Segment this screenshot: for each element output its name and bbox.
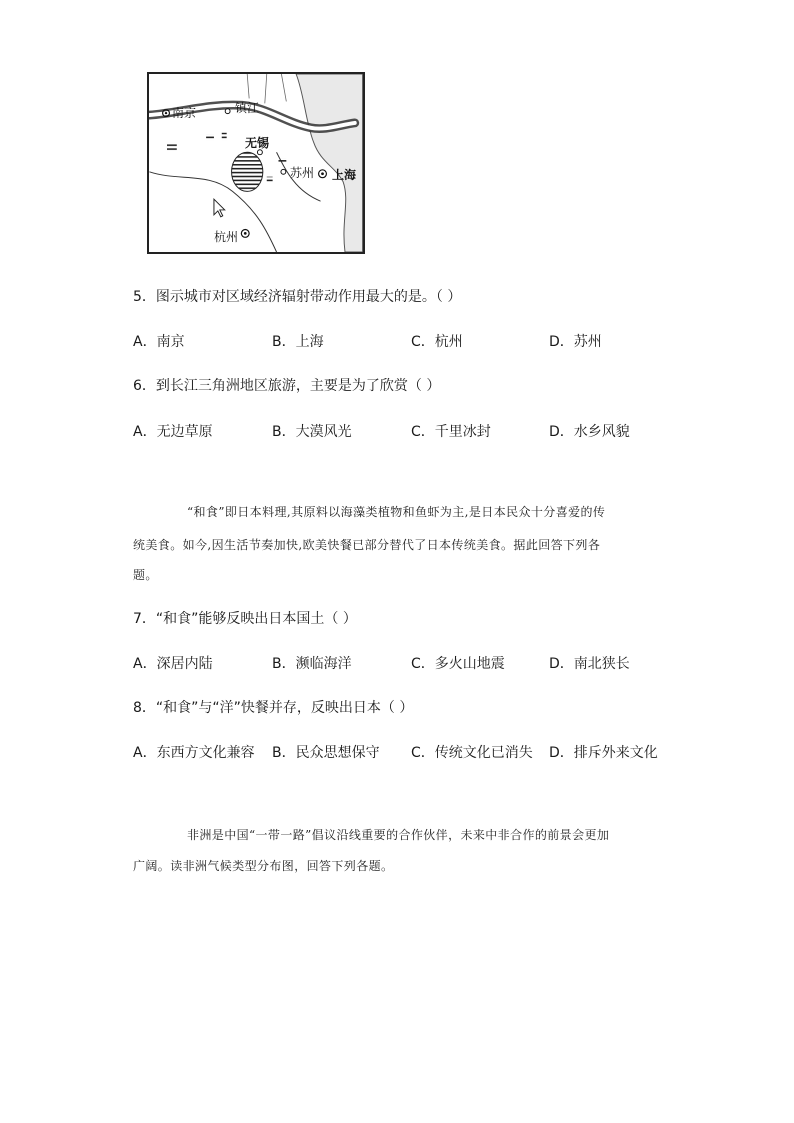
question-8-option-a[interactable]: A．东西方文化兼容 [133,745,255,761]
small-lake [206,135,214,141]
city-marker-wuxi [257,150,262,155]
question-5-option-b[interactable]: B．上海 [272,334,324,350]
question-7-stem: 7．“和食”能够反映出日本国土（ ） [133,611,357,627]
passage-line: 统美食。如今,因生活节奏加快,欧美快餐已部分替代了日本传统美食。据此回答下列各 [133,538,601,552]
city-marker-suzhou [281,169,286,174]
passage-line: “和食”即日本料理,其原料以海藻类植物和鱼虾为主,是日本民众十分喜爱的传 [187,505,606,519]
passage-line: 广阔。读非洲气候类型分布图，回答下列各题。 [133,859,394,873]
city-label-nanjing: 南京 [172,106,197,120]
small-lake [267,177,273,183]
question-7-option-c[interactable]: C．多火山地震 [411,656,505,672]
city-label-suzhou: 苏州 [290,166,315,180]
question-6-option-a[interactable]: A．无边草原 [133,424,213,440]
map-lines [247,74,286,103]
small-lake [278,158,286,162]
city-label-zhenjiang: 镇江 [235,101,260,115]
city-label-shanghai: 上海 [332,168,357,182]
question-5-option-a[interactable]: A．南京 [133,334,185,350]
small-lake [167,142,177,150]
question-6-option-c[interactable]: C．千里冰封 [411,424,491,440]
question-7-option-b[interactable]: B．濒临海洋 [272,656,352,672]
question-8-option-d[interactable]: D．排斥外来文化 [549,745,658,761]
question-7-option-d[interactable]: D．南北狭长 [549,656,630,672]
question-8-option-b[interactable]: B．民众思想保守 [272,745,380,761]
city-label-hangzhou: 杭州 [214,230,239,244]
question-6-option-b[interactable]: B．大漠风光 [272,424,352,440]
question-8-stem: 8．“和食”与“洋”快餐并存，反映出日本（ ） [133,700,414,716]
question-8-option-c[interactable]: C．传统文化已消失 [411,745,533,761]
question-5-option-c[interactable]: C．杭州 [411,334,463,350]
passage-line: 题。 [133,568,158,582]
passage-line: 非洲是中国“一带一路”倡议沿线重要的合作伙伴，未来中非合作的前景会更加 [187,828,610,842]
question-6-stem: 6．到长江三角洲地区旅游，主要是为了欣赏（ ） [133,378,441,394]
question-7-option-a[interactable]: A．深居内陆 [133,656,213,672]
taihu-lake [232,152,263,191]
small-lake [222,133,227,141]
question-5-stem: 5．图示城市对区域经济辐射带动作用最大的是。（ ） [133,289,462,305]
city-label-wuxi: 无锡 [245,136,270,150]
yangtze-delta-map [147,72,365,254]
city-marker-zhenjiang [225,109,230,114]
question-6-option-d[interactable]: D．水乡风貌 [549,424,630,440]
question-5-option-d[interactable]: D．苏州 [549,334,602,350]
cursor-arrow-icon [214,199,225,217]
sea-area [296,74,363,252]
